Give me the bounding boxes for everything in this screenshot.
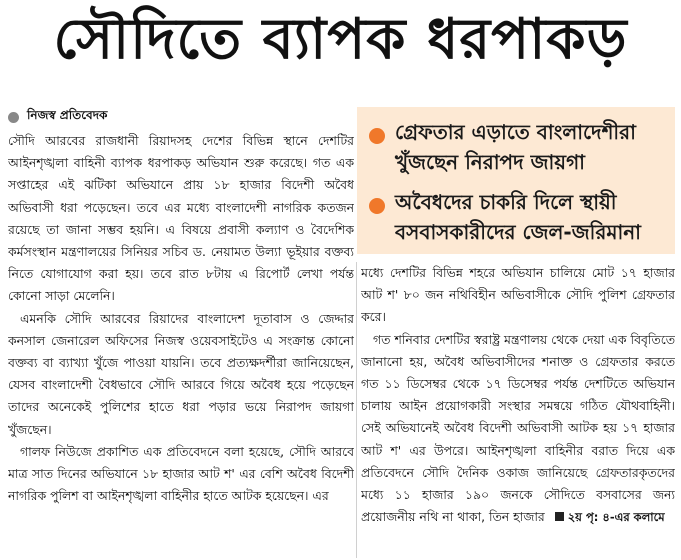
- orange-bullet-icon: [369, 128, 385, 144]
- headline: সৌদিতে ব্যাপক ধরপাকড়: [53, 7, 628, 72]
- continuation-note: [549, 510, 665, 524]
- article-paragraph: [361, 329, 675, 529]
- highlight-item: [369, 117, 667, 177]
- article-column-left: [8, 130, 354, 558]
- byline-text: নিজস্ব প্রতিবেদক: [27, 108, 108, 122]
- article-paragraph: সৌদি আরবের রাজধানী রিয়াদসহ দেশের বিভিন্ন স্থানে দেশটির আইনশৃঙ্খলা বাহিনী ব্যাপক ধরপাকড় অভিযান শুরু করেছে। গত এক সপ্তাহের এই ঝটিকা অভিযানে প্রায় ১৮ হাজার বিদেশী অবৈধ অভিবাসী ধরা পড়েছেন। তবে এর মধ্যে বাংলাদেশী নাগরিক কতজন রয়েছে তা জানা সম্ভব হয়নি। এ বিষয়ে প্রবাসী কল্যাণ ও বৈদেশিক কর্মসংস্থান মন্ত্রণালয়ের সিনিয়র সচিব ড. নেয়ামত উল্যা ভূইয়ার বক্তব্য নিতে যোগাযোগ করা হয়। তবে রাত ৮টায় এ রিপোর্ট লেখা পর্যন্ত কোনো সাড়া মেলেনি।: [8, 133, 354, 304]
- highlight-box: [357, 107, 675, 254]
- byline: [8, 108, 107, 126]
- highlight-text: অবৈধদের চাকরি দিলে স্থায়ী বসবাসকারীদের জেল-জরিমানা: [395, 190, 641, 244]
- highlight-item: [369, 187, 667, 247]
- continuation-text: ২য় পৃ: ৪-এর কলামে: [567, 510, 665, 525]
- square-bullet-icon: [555, 512, 564, 521]
- column-divider: [356, 262, 357, 558]
- article-paragraph: গালফ নিউজে প্রকাশিত এক প্রতিবেদনে বলা হয়েছে, সৌদি আরবে মাত্র সাত দিনের অভিযানে ১৮ হাজার আট শ' এর বেশি অবৈধ বিদেশী নাগরিক পুলিশ বা আইনশৃঙ্খলা বাহিনীর হাতে আটক হয়েছেন। এর: [8, 443, 354, 504]
- orange-bullet-icon: [369, 198, 385, 214]
- highlight-text: গ্রেফতার এড়াতে বাংলাদেশীরা খুঁজছেন নিরাপদ জায়গা: [395, 120, 636, 174]
- byline-bullet-icon: [8, 112, 19, 123]
- article-paragraph-text: গত শনিবার দেশটির স্বরাষ্ট্র মন্ত্রণালয় থেকে দেয়া এক বিবৃতিতে জানানো হয়, অবৈধ অভিবাসীদের শনাক্ত ও গ্রেফতার করতে গত ১১ ডিসেম্বর থেকে ১৭ ডিসেম্বর পর্যন্ত দেশটিতে অভিযান চালায় আইন প্রয়োগকারী সংস্থার সমন্বয়ে গঠিত যৌথবাহিনী। সেই অভিযানেই অবৈধ বিদেশী অভিবাসী আটক হয় ১৭ হাজার আট শ' এর উপরে। আইনশৃঙ্খলা বাহিনীর বরাত দিয়ে এক প্রতিবেদনে সৌদি দৈনিক ওকাজ জানিয়েছে গ্রেফতারকৃতদের মধ্যে ১১ হাজার ১৯০ জনকে সৌদিতে বসবাসের জন্য প্রয়োজনীয় নথি না থাকা, তিন হাজার: [361, 331, 675, 525]
- article-paragraph: এমনকি সৌদি আরবের রিয়াদের বাংলাদেশ দূতাবাস ও জেদ্দার কনসাল জেনারেল অফিসের নিজস্ব ওয়েবসাইটেও এ সংক্রান্ত কোনো বক্তব্য বা ব্যাখ্যা খুঁজে পাওয়া যায়নি। তবে প্রত্যক্ষদর্শীরা জানিয়েছেন, যেসব বাংলাদেশী বৈধভাবে সৌদি আরবে গিয়ে অবৈধ হয়ে পড়েছেন তাদের অনেকেই পুলিশের হাতে ধরা পড়ার ভয়ে নিরাপদ জায়গা খুঁজছেন।: [8, 310, 354, 437]
- article-paragraph: মধ্যে দেশটির বিভিন্ন শহরে অভিযান চালিয়ে মোট ১৭ হাজার আট শ' ৮০ জন নথিবিহীন অভিবাসীকে সৌদি পুলিশ গ্রেফতার করে।: [361, 265, 675, 325]
- article-column-right: [361, 262, 675, 558]
